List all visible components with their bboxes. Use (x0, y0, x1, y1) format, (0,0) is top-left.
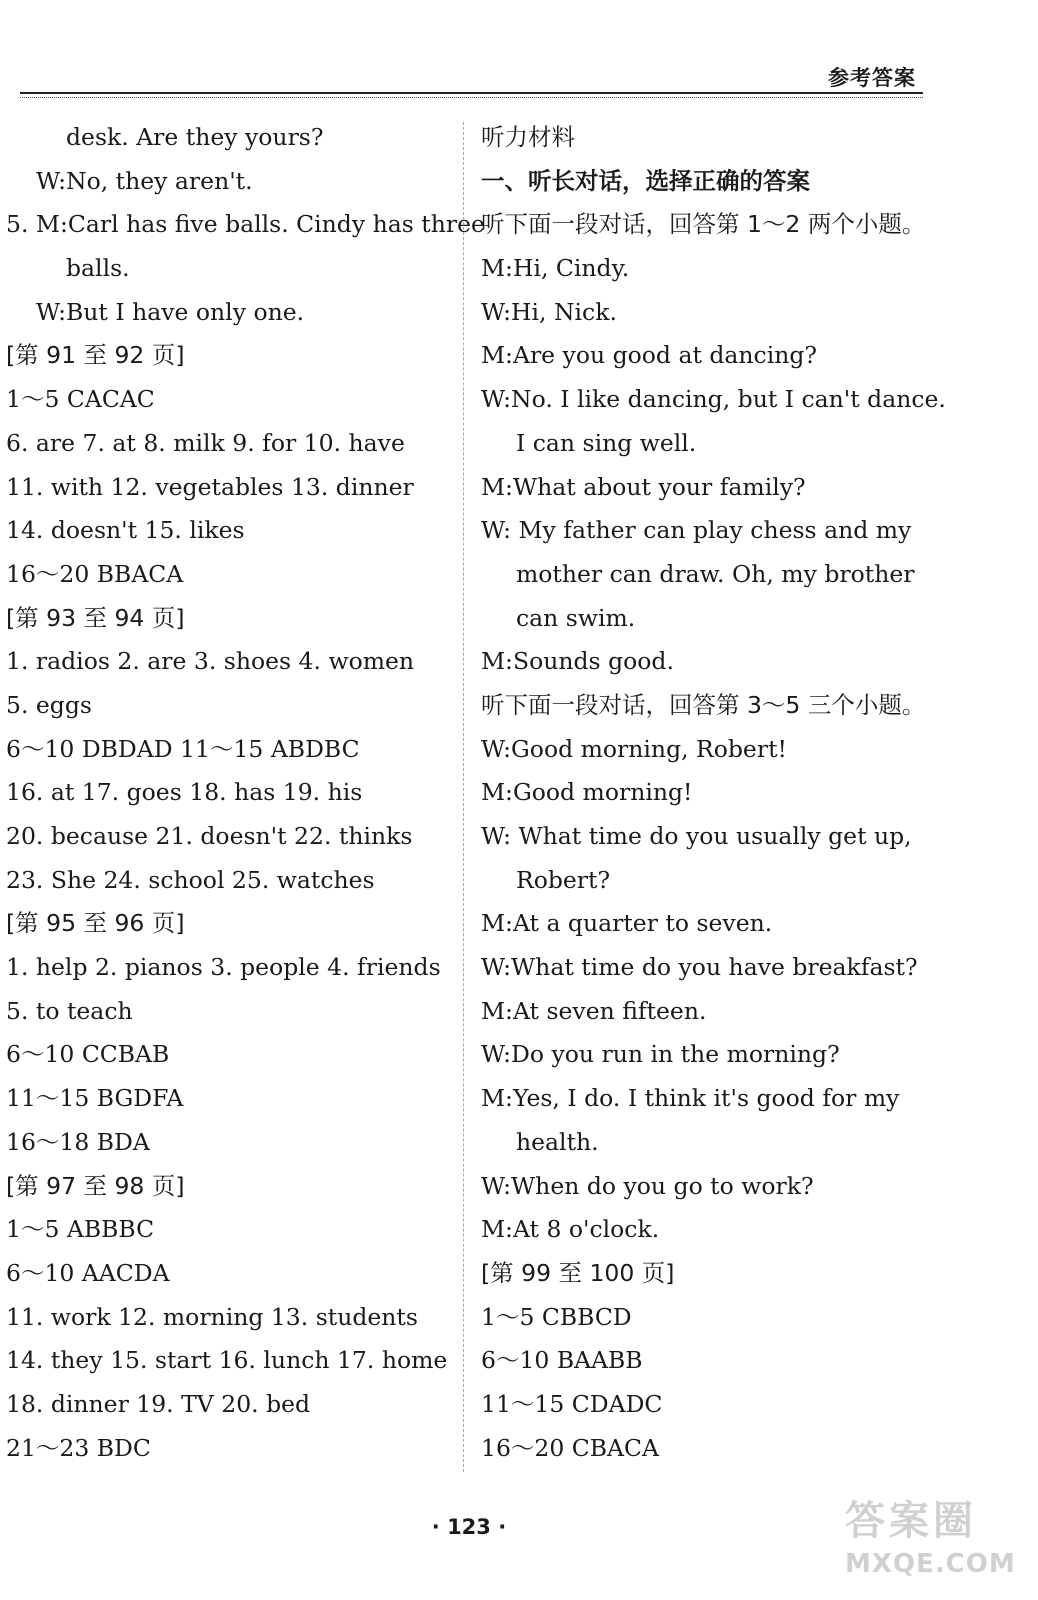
dialogue-line: W: My father can play chess and my (481, 516, 912, 545)
answer-line: 16～18 BDA (6, 1127, 150, 1156)
answer-line: 18. dinner 19. TV 20. bed (6, 1389, 311, 1418)
dialogue-line: W:What time do you have breakfast? (481, 953, 918, 982)
answer-line: 16～20 CBACA (481, 1433, 659, 1462)
header-rule (20, 92, 923, 94)
dialogue-line: M:What about your family? (481, 472, 806, 501)
section-heading: [第 97 至 98 页] (6, 1171, 185, 1200)
answer-line: 6. are 7. at 8. milk 9. for 10. have (6, 428, 405, 457)
section-heading: [第 91 至 92 页] (6, 341, 185, 370)
right-column (481, 116, 946, 1470)
dialogue-line: M:Hi, Cindy. (481, 254, 630, 283)
dialogue-line: health. (516, 1127, 599, 1156)
answer-line: 5. to teach (6, 996, 133, 1025)
answer-line: 11～15 BGDFA (6, 1084, 184, 1113)
answer-line: 14. doesn't 15. likes (6, 516, 245, 545)
answer-line: W:No, they aren't. (36, 166, 253, 195)
dialogue-line: W:No. I like dancing, but I can't dance. (481, 385, 946, 414)
answer-line: 11. with 12. vegetables 13. dinner (6, 472, 414, 501)
watermark-logo (845, 1495, 1015, 1590)
answer-line: 11～15 CDADC (481, 1389, 663, 1418)
page-number: · 123 · (431, 1515, 507, 1539)
answer-line: 1. radios 2. are 3. shoes 4. women (6, 647, 415, 676)
answer-line: 16. at 17. goes 18. has 19. his (6, 778, 363, 807)
instruction-line: 听下面一段对话，回答第 3～5 三个小题。 (481, 690, 926, 719)
dialogue-line: M:At 8 o'clock. (481, 1215, 660, 1244)
answer-line: 11. work 12. morning 13. students (6, 1302, 418, 1331)
section-title: 听力材料 (481, 123, 575, 151)
answer-line: 1～5 ABBBC (6, 1215, 155, 1244)
answer-line: desk. Are they yours? (66, 123, 324, 151)
dialogue-line: I can sing well. (516, 428, 697, 457)
watermark-url: MXQE.COM (845, 1549, 1016, 1579)
watermark-text: 答案圈 (845, 1498, 977, 1544)
section-subtitle: 一、听长对话，选择正确的答案 (481, 166, 810, 195)
answer-line: 23. She 24. school 25. watches (6, 865, 375, 894)
dialogue-line: M:Good morning! (481, 778, 693, 807)
answer-line: 14. they 15. start 16. lunch 17. home (6, 1346, 448, 1375)
header-rule-dotted (20, 97, 923, 98)
dialogue-line: M:Are you good at dancing? (481, 341, 818, 370)
answer-line: 5. M:Carl has five balls. Cindy has three (6, 210, 485, 239)
dialogue-line: Robert? (516, 865, 611, 894)
answer-line: 1. help 2. pianos 3. people 4. friends (6, 953, 441, 982)
section-heading: [第 93 至 94 页] (6, 603, 185, 632)
header-title: 参考答案 (828, 66, 916, 90)
left-column (6, 116, 485, 1470)
dialogue-line: can swim. (516, 603, 636, 632)
dialogue-line: M:At seven fifteen. (481, 996, 707, 1025)
answer-line: 6～10 DBDAD 11～15 ABDBC (6, 734, 360, 763)
answer-line: 5. eggs (6, 690, 92, 719)
answer-line: 1～5 CACAC (6, 385, 155, 414)
column-divider (463, 122, 464, 1472)
answer-line: 21～23 BDC (6, 1433, 151, 1462)
dialogue-line: mother can draw. Oh, my brother (516, 559, 915, 588)
instruction-line: 听下面一段对话，回答第 1～2 两个小题。 (481, 210, 926, 239)
answer-line: 6～10 CCBAB (6, 1040, 170, 1069)
dialogue-line: W: What time do you usually get up, (481, 822, 912, 850)
answer-line: 6～10 AACDA (6, 1258, 170, 1287)
dialogue-line: W:Hi, Nick. (481, 297, 617, 326)
answer-line: 6～10 BAABB (481, 1346, 643, 1375)
answer-line: balls. (66, 254, 130, 283)
dialogue-line: M:Yes, I do. I think it's good for my (481, 1084, 900, 1113)
section-heading: [第 99 至 100 页] (481, 1258, 675, 1287)
answer-line: 16～20 BBACA (6, 559, 184, 588)
answer-line: 20. because 21. doesn't 22. thinks (6, 822, 413, 850)
dialogue-line: W:Good morning, Robert! (481, 734, 787, 763)
answer-line: W:But I have only one. (36, 297, 305, 326)
dialogue-line: W:When do you go to work? (481, 1171, 814, 1200)
answer-line: 1～5 CBBCD (481, 1302, 632, 1331)
section-heading: [第 95 至 96 页] (6, 909, 185, 938)
dialogue-line: M:At a quarter to seven. (481, 909, 773, 938)
dialogue-line: M:Sounds good. (481, 647, 674, 676)
dialogue-line: W:Do you run in the morning? (481, 1040, 840, 1069)
